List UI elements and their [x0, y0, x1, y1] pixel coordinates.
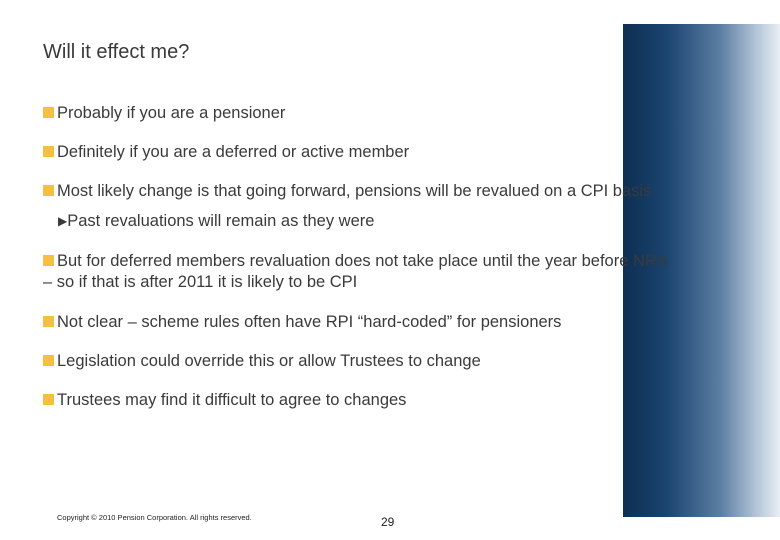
bullet-item	[43, 251, 743, 293]
bullet-continuation-text: – so if that is after 2011 it is likely to be CPI	[43, 273, 358, 291]
slide-title: Will it effect me?	[43, 41, 190, 63]
bullet-text: But for deferred members revaluation does not take place until the year before NRA	[57, 252, 668, 270]
bullet-text: Not clear – scheme rules often have RPI “hard-coded” for pensioners	[57, 313, 562, 331]
bullet-item	[43, 390, 743, 411]
bullet-text: Legislation could override this or allow Trustees to change	[57, 352, 481, 370]
square-bullet-icon	[43, 355, 54, 366]
bullet-item	[43, 181, 743, 202]
bullet-item	[43, 312, 743, 333]
square-bullet-icon	[43, 394, 54, 405]
bullet-item	[43, 351, 743, 372]
triangle-right-icon: ▶	[58, 214, 68, 228]
copyright-notice: Copyright © 2010 Pension Corporation. All rights reserved.	[57, 513, 252, 522]
bullet-text: Trustees may find it difficult to agree to changes	[57, 391, 407, 409]
page-number: 29	[381, 515, 395, 529]
sub-bullet-item	[58, 211, 374, 232]
square-bullet-icon	[43, 146, 54, 157]
square-bullet-icon	[43, 107, 54, 118]
square-bullet-icon	[43, 185, 54, 196]
square-bullet-icon	[43, 316, 54, 327]
sub-bullet-text: Past revaluations will remain as they were	[67, 212, 375, 230]
square-bullet-icon	[43, 255, 54, 266]
bullet-item	[43, 103, 743, 124]
bullet-text: Probably if you are a pensioner	[57, 104, 286, 122]
bullet-item	[43, 142, 743, 163]
bullet-text: Definitely if you are a deferred or active member	[57, 143, 410, 161]
bullet-text: Most likely change is that going forward, pensions will be revalued on a CPI basis	[57, 182, 652, 200]
